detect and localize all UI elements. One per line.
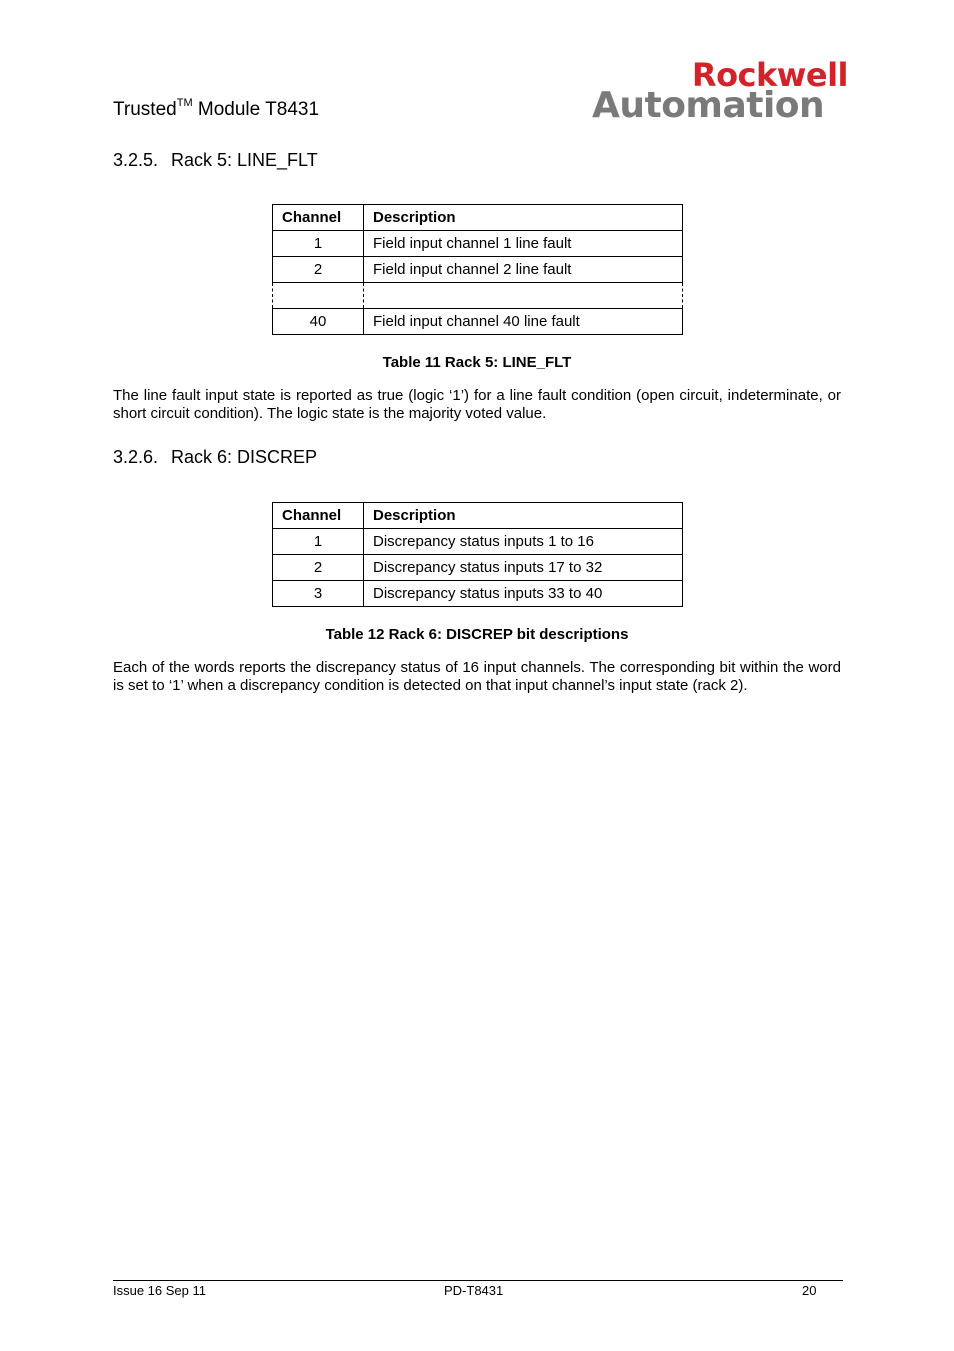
column-header-channel: Channel	[273, 503, 364, 529]
table-row	[273, 555, 683, 581]
table-row	[273, 529, 683, 555]
column-header-channel: Channel	[273, 205, 364, 231]
column-header-description: Description	[364, 503, 683, 529]
table-row	[273, 581, 683, 607]
table-caption-11: Table 11 Rack 5: LINE_FLT	[382, 354, 572, 371]
channel-cell	[273, 283, 364, 309]
footer-issue: Issue 16 Sep 11	[113, 1283, 206, 1298]
table-header-row	[273, 503, 683, 529]
section-title: Rack 6: DISCREP	[171, 447, 318, 467]
description-cell	[364, 283, 683, 309]
footer-divider	[113, 1280, 843, 1281]
discrep-paragraph: Each of the words reports the discrepancy status of 16 input channels. The corresponding bit within the word is set to ‘1’ when a discrepancy condition is detected on that input channel’s input state (rack 2).	[113, 659, 841, 694]
table-row	[273, 257, 683, 283]
description-cell: Field input channel 2 line fault	[364, 257, 683, 283]
channel-cell: 1	[273, 529, 364, 555]
line-flt-table	[272, 204, 683, 335]
trademark-mark: TM	[176, 96, 193, 109]
table-row	[273, 309, 683, 335]
description-cell: Discrepancy status inputs 33 to 40	[364, 581, 683, 607]
column-header-description: Description	[364, 205, 683, 231]
description-cell: Discrepancy status inputs 1 to 16	[364, 529, 683, 555]
table-caption-12: Table 12 Rack 6: DISCREP bit descriptions	[325, 626, 629, 643]
title-suffix: Module T8431	[192, 99, 320, 120]
section-title: Rack 5: LINE_FLT	[171, 150, 318, 170]
channel-cell: 1	[273, 231, 364, 257]
description-cell: Discrepancy status inputs 17 to 32	[364, 555, 683, 581]
channel-cell: 40	[273, 309, 364, 335]
table-header-row	[273, 205, 683, 231]
footer-document-id: PD-T8431	[444, 1283, 504, 1298]
table-row-ellipsis	[273, 283, 683, 309]
logo-line-2: Automation	[592, 85, 825, 126]
section-number: 3.2.5.	[113, 150, 159, 170]
table-row	[273, 231, 683, 257]
footer-page-number: 20	[802, 1283, 817, 1298]
line-flt-paragraph: The line fault input state is reported as true (logic ‘1’) for a line fault condition (open circuit, indeterminate, or short circuit condition). The logic state is the majority voted value.	[113, 387, 841, 422]
section-heading-discrep	[113, 447, 317, 468]
logo-line-1: Rockwell	[691, 56, 848, 94]
title-prefix: Trusted	[113, 99, 177, 120]
document-title	[113, 96, 320, 121]
description-cell: Field input channel 40 line fault	[364, 309, 683, 335]
channel-cell: 3	[273, 581, 364, 607]
section-heading-line-flt	[113, 150, 318, 171]
channel-cell: 2	[273, 257, 364, 283]
channel-cell: 2	[273, 555, 364, 581]
description-cell: Field input channel 1 line fault	[364, 231, 683, 257]
section-number: 3.2.6.	[113, 447, 159, 467]
rockwell-automation-logo	[592, 56, 850, 126]
discrep-table	[272, 502, 683, 607]
